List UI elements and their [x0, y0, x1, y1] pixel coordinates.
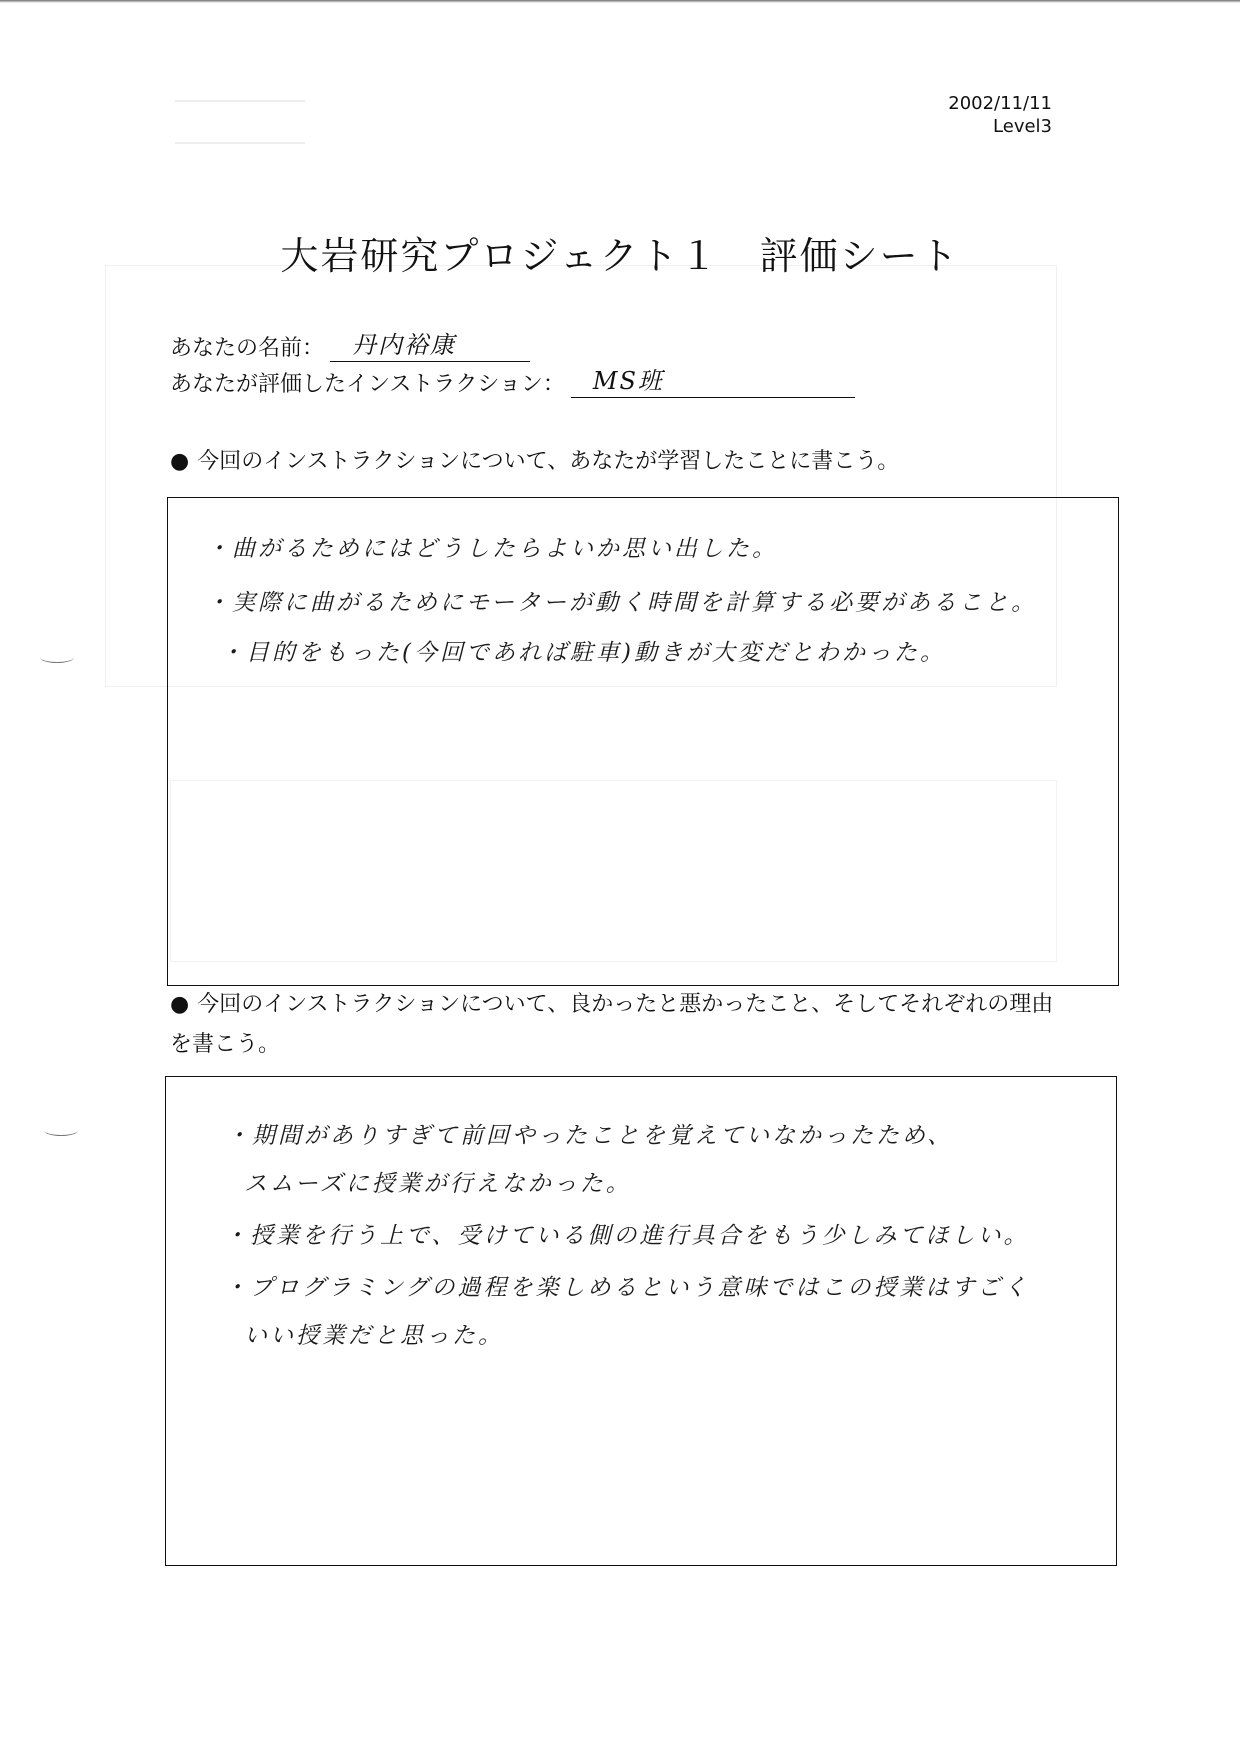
answer-line: ・曲がるためにはどうしたらよいか思い出した。: [206, 536, 778, 562]
answer-line: いい授業だと思った。: [244, 1323, 504, 1349]
instruction-value: MS班: [571, 361, 855, 398]
question-2-text-line2: を書こう。: [170, 1032, 281, 1057]
bullet-icon: ●: [170, 992, 190, 1017]
name-value: 丹内裕康: [330, 325, 530, 362]
question-1-text: 今回のインストラクションについて、あなたが学習したことに書こう。: [197, 449, 900, 474]
answer-box-2: [165, 1076, 1117, 1566]
name-label: あなたの名前：: [170, 336, 325, 361]
level-text: Level3: [993, 116, 1052, 137]
answer-line: スムーズに授業が行えなかった。: [244, 1171, 632, 1197]
name-row: [170, 332, 530, 362]
question-2: [170, 985, 1070, 1065]
document-meta: [948, 92, 1052, 138]
show-through-block: [175, 100, 305, 144]
bullet-icon: ●: [170, 449, 190, 474]
margin-mark: [44, 1125, 78, 1136]
question-1: [170, 442, 1070, 482]
answer-line: ・目的をもった(今回であれば駐車)動きが大変だとわかった。: [220, 640, 946, 666]
scan-edge: [0, 0, 1240, 3]
instruction-label: あなたが評価したインストラクション：: [170, 372, 565, 397]
answer-line: ・期間がありすぎて前回やったことを覚えていなかったため、: [226, 1123, 954, 1149]
page-title: 大岩研究プロジェクト１ 評価シート: [280, 234, 960, 278]
answer-line: ・プログラミングの過程を楽しめるという意味ではこの授業はすごく: [224, 1275, 1030, 1301]
question-2-text-line1: 今回のインストラクションについて、良かったと悪かったこと、そしてそれぞれの理由: [197, 992, 1054, 1017]
margin-mark: [40, 652, 74, 663]
date-text: 2002/11/11: [948, 93, 1052, 114]
instruction-row: [170, 368, 855, 398]
answer-box-1: [167, 497, 1119, 986]
answer-line: ・実際に曲がるためにモーターが動く時間を計算する必要があること。: [206, 590, 1038, 616]
answer-line: ・授業を行う上で、受けている側の進行具合をもう少しみてほしい。: [224, 1223, 1030, 1249]
